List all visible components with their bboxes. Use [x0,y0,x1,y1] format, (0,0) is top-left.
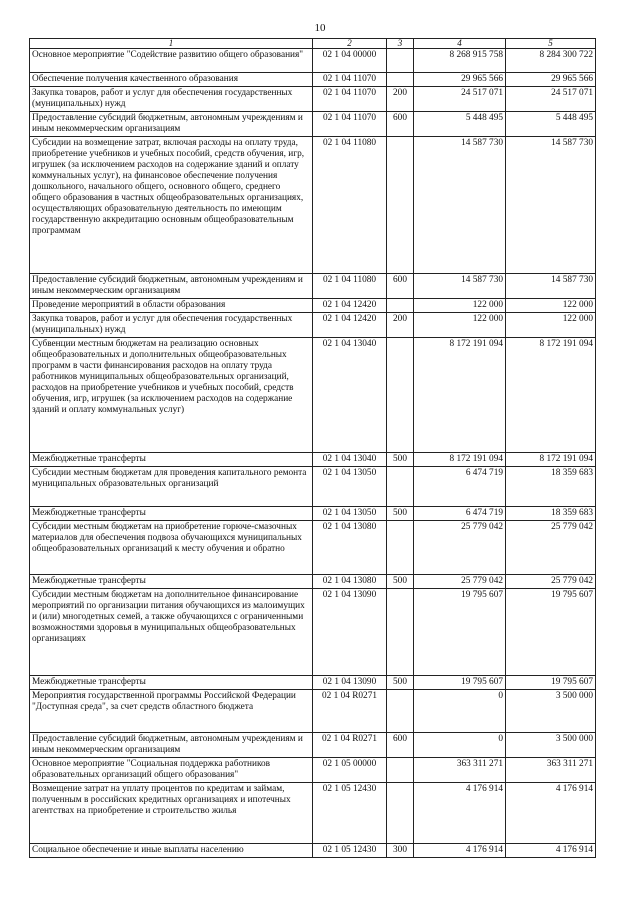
row-value-5: 19 795 607 [506,589,596,676]
row-vr [387,690,414,733]
row-code: 02 1 04 13040 [313,338,387,453]
row-code: 02 1 04 12420 [313,313,387,338]
column-header: 5 [506,39,596,49]
table-row [30,467,596,507]
row-vr: 600 [387,112,414,137]
row-code: 02 1 04 13050 [313,467,387,507]
row-vr [387,49,414,73]
row-value-4: 4 176 914 [414,783,506,844]
row-code: 02 1 04 13050 [313,507,387,521]
row-name: Социальное обеспечение и иные выплаты населению [30,844,313,858]
row-value-4: 4 176 914 [414,844,506,858]
row-value-5: 5 448 495 [506,112,596,137]
row-vr: 500 [387,575,414,589]
row-value-4: 122 000 [414,299,506,313]
row-code: 02 1 05 00000 [313,758,387,783]
row-vr: 200 [387,87,414,112]
row-vr: 500 [387,676,414,690]
table-row [30,507,596,521]
row-value-5: 24 517 071 [506,87,596,112]
row-code: 02 1 04 11080 [313,274,387,299]
row-value-4: 5 448 495 [414,112,506,137]
row-value-5: 8 172 191 094 [506,453,596,467]
row-name: Межбюджетные трансферты [30,507,313,521]
row-code: 02 1 04 R0271 [313,690,387,733]
page-number: 10 [314,22,326,34]
table-row [30,299,596,313]
row-value-5: 18 359 683 [506,507,596,521]
row-code: 02 1 04 12420 [313,299,387,313]
column-header: 2 [313,39,387,49]
row-value-5: 363 311 271 [506,758,596,783]
row-vr [387,758,414,783]
budget-table [29,38,596,858]
row-value-4: 14 587 730 [414,274,506,299]
column-number-row [30,39,596,49]
table-row [30,274,596,299]
row-vr: 300 [387,844,414,858]
row-vr: 500 [387,453,414,467]
row-value-4: 25 779 042 [414,521,506,575]
row-vr [387,73,414,87]
table-row [30,758,596,783]
row-vr [387,338,414,453]
row-value-4: 8 172 191 094 [414,338,506,453]
table-row [30,137,596,274]
column-header: 4 [414,39,506,49]
row-value-4: 14 587 730 [414,137,506,274]
row-value-5: 14 587 730 [506,137,596,274]
row-name: Закупка товаров, работ и услуг для обеспечения государственных (муниципальных) нужд [30,313,313,338]
row-code: 02 1 04 13040 [313,453,387,467]
table-row [30,338,596,453]
table-row [30,112,596,137]
row-name: Проведение мероприятий в области образования [30,299,313,313]
table-row [30,73,596,87]
row-name: Возмещение затрат на уплату процентов по кредитам и займам, полученным в российских кредитных организациях и ипотечных агентствах на приобретение и строительство жилья [30,783,313,844]
row-vr [387,299,414,313]
table-row [30,521,596,575]
row-value-5: 3 500 000 [506,733,596,758]
row-value-4: 29 965 566 [414,73,506,87]
row-value-5: 122 000 [506,313,596,338]
row-name: Мероприятия государственной программы Российской Федерации "Доступная среда", за счет средств областного бюджета [30,690,313,733]
row-value-4: 19 795 607 [414,676,506,690]
row-code: 02 1 04 13080 [313,575,387,589]
row-value-5: 14 587 730 [506,274,596,299]
row-value-5: 29 965 566 [506,73,596,87]
row-name: Субсидии местным бюджетам для проведения капитального ремонта муниципальных образовательных организаций [30,467,313,507]
row-code: 02 1 04 00000 [313,49,387,73]
row-code: 02 1 04 11070 [313,112,387,137]
row-value-4: 122 000 [414,313,506,338]
table-row [30,575,596,589]
table-row [30,676,596,690]
row-vr [387,467,414,507]
row-code: 02 1 05 12430 [313,844,387,858]
row-value-5: 25 779 042 [506,575,596,589]
row-vr [387,521,414,575]
table-row [30,733,596,758]
row-name: Закупка товаров, работ и услуг для обеспечения государственных (муниципальных) нужд [30,87,313,112]
table-row [30,844,596,858]
row-name: Обеспечение получения качественного образования [30,73,313,87]
row-name: Субвенции местным бюджетам на реализацию основных общеобразовательных и дополнительных общеобразовательных программ в части финансирования расходов на оплату труда работников муниципальных общеобразовательных организаций, расходов на приобретение учебников и учебных пособий, средств обучения, игр, игрушек (за исключением расходов на содержание зданий и оплату коммунальных услуг) [30,338,313,453]
row-name: Основное мероприятие "Социальная поддержка работников образовательных организаций общего образования" [30,758,313,783]
row-name: Межбюджетные трансферты [30,575,313,589]
table-row [30,453,596,467]
row-value-5: 18 359 683 [506,467,596,507]
row-value-5: 122 000 [506,299,596,313]
table-row [30,313,596,338]
row-name: Межбюджетные трансферты [30,453,313,467]
row-vr: 600 [387,733,414,758]
row-vr: 500 [387,507,414,521]
row-value-4: 25 779 042 [414,575,506,589]
row-value-4: 8 268 915 758 [414,49,506,73]
table-row [30,87,596,112]
row-name: Субсидии на возмещение затрат, включая расходы на оплату труда, приобретение учебников и учебных пособий, средств обучения, игр, игрушек (за исключением расходов на содержание зданий и оплату коммунальных услуг), на финансовое обеспечение получения дошкольного, начального общего, основного общего, среднего общего образования в частных общеобразовательных организациях, осуществляющих образовательную деятельность по имеющим государственную аккредитацию основным общеобразовательным программам [30,137,313,274]
row-name: Предоставление субсидий бюджетным, автономным учреждениям и иным некоммерческим организациям [30,274,313,299]
row-vr [387,589,414,676]
row-value-5: 8 172 191 094 [506,338,596,453]
row-code: 02 1 04 13090 [313,589,387,676]
row-vr: 600 [387,274,414,299]
row-value-4: 8 172 191 094 [414,453,506,467]
row-value-5: 8 284 300 722 [506,49,596,73]
row-value-4: 6 474 719 [414,467,506,507]
row-vr [387,137,414,274]
table-row [30,783,596,844]
table-row [30,49,596,73]
row-value-5: 25 779 042 [506,521,596,575]
row-name: Субсидии местным бюджетам на дополнительное финансирование мероприятий по организации питания обучающихся из малоимущих и (или) многодетных семей, а также обучающихся с ограниченными возможностями здоровья в муниципальных общеобразовательных организациях [30,589,313,676]
row-code: 02 1 04 13080 [313,521,387,575]
column-header: 1 [30,39,313,49]
row-code: 02 1 04 11080 [313,137,387,274]
row-code: 02 1 04 11070 [313,73,387,87]
row-value-4: 0 [414,690,506,733]
row-value-4: 19 795 607 [414,589,506,676]
row-name: Субсидии местным бюджетам на приобретение горюче-смазочных материалов для обеспечения подвоза обучающихся муниципальных общеобразовательных организаций к месту обучения и обратно [30,521,313,575]
row-value-5: 19 795 607 [506,676,596,690]
row-vr [387,783,414,844]
row-value-5: 4 176 914 [506,783,596,844]
row-name: Предоставление субсидий бюджетным, автономным учреждениям и иным некоммерческим организациям [30,733,313,758]
column-header: 3 [387,39,414,49]
row-value-4: 6 474 719 [414,507,506,521]
row-value-4: 24 517 071 [414,87,506,112]
row-code: 02 1 05 12430 [313,783,387,844]
row-code: 02 1 04 R0271 [313,733,387,758]
row-value-5: 4 176 914 [506,844,596,858]
table-row [30,690,596,733]
table-body [30,49,596,858]
row-vr: 200 [387,313,414,338]
table-row [30,589,596,676]
row-code: 02 1 04 11070 [313,87,387,112]
row-code: 02 1 04 13090 [313,676,387,690]
row-name: Основное мероприятие "Содействие развитию общего образования" [30,49,313,73]
row-name: Межбюджетные трансферты [30,676,313,690]
row-value-4: 363 311 271 [414,758,506,783]
row-value-5: 3 500 000 [506,690,596,733]
row-name: Предоставление субсидий бюджетным, автономным учреждениям и иным некоммерческим организациям [30,112,313,137]
row-value-4: 0 [414,733,506,758]
